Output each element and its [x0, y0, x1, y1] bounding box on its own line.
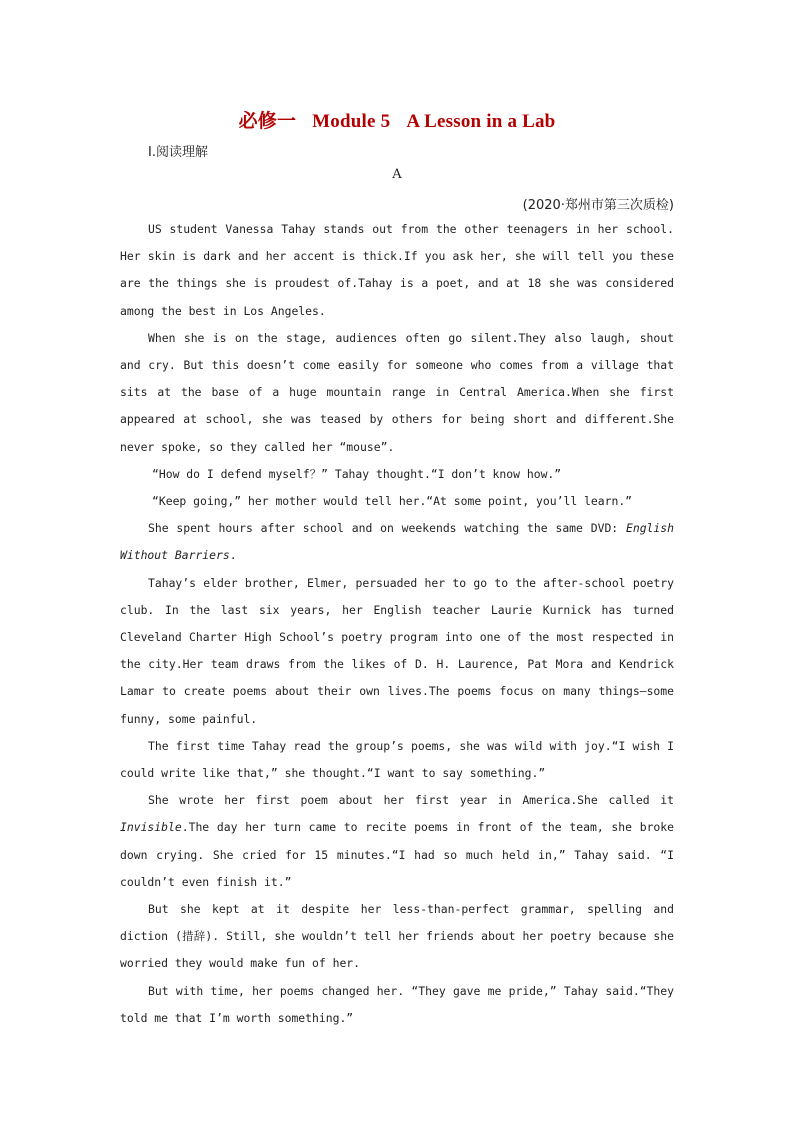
title-course: 必修一 — [238, 111, 297, 132]
paragraph-5-end: . — [229, 548, 237, 563]
paragraph-8 — [120, 787, 674, 896]
section-label: Ⅰ.阅读理解 — [148, 145, 208, 160]
paragraph-5 — [120, 515, 674, 569]
paragraph-5-text: She spent hours after school and on weekends watching the same DVD: — [148, 521, 626, 536]
paragraph-8-text: She wrote her first poem about her first year in America.She called it — [148, 793, 674, 808]
paragraph-7: The first time Tahay read the group’s poems, she was wild with joy.“I wish I could write like that,” she thought.“I want to say something.” — [120, 738, 674, 781]
source-citation: (2020·郑州市第三次质检) — [522, 198, 674, 213]
poem-title: Invisible — [120, 820, 182, 835]
paragraph-6: Tahay’s elder brother, Elmer, persuaded her to go to the after-school poetry club. In the last six years, her English teacher Laurie Kurnick has turned Cleveland Charter High School’s poetry program into one of the most respected in the city.Her team draws from the likes of D. H. Laurence, Pat Mora and Kendrick Lamar to create poems about their own lives.The poems focus on many things—some funny, some painful. — [120, 575, 674, 726]
article-body — [120, 216, 674, 1032]
page-title — [0, 106, 794, 133]
paragraph-3: “How do I defend myself？” Tahay thought.“I don’t know how.” — [152, 466, 562, 481]
paragraph-1: US student Vanessa Tahay stands out from the other teenagers in her school. Her skin is dark and her accent is thick.If you ask her, she will tell you these are the things she is proudest of.Tahay is a poet, and at 18 she was considered among the best in Los Angeles. — [120, 222, 674, 318]
dvd-title: English Without Barriers — [120, 521, 674, 563]
part-label: A — [392, 167, 402, 182]
paragraph-2: When she is on the stage, audiences often go silent.They also laugh, shout and cry. But this doesn’t come easily for someone who comes from a village that sits at the base of a huge mountain range in Central America.When she first appeared at school, she was teased by others for being short and different.She never spoke, so they called her “mouse”. — [120, 330, 674, 454]
paragraph-4: “Keep going,” her mother would tell her.“At some point, you’ll learn.” — [152, 494, 633, 509]
title-lesson: A Lesson in a Lab — [406, 111, 556, 132]
paragraph-9: But she kept at it despite her less-than-perfect grammar, spelling and diction (措辞). Still, she wouldn’t tell her friends about her poetry because she worried they would make fun of her. — [120, 902, 674, 971]
paragraph-8-rest: .The day her turn came to recite poems in front of the team, she broke down crying. She cried for 15 minutes.“I had so much held in,” Tahay said. “I couldn’t even finish it.” — [120, 820, 674, 889]
paragraph-10: But with time, her poems changed her. “They gave me pride,” Tahay said.“They told me that I’m worth something.” — [120, 983, 674, 1025]
title-module: Module 5 — [312, 111, 391, 132]
